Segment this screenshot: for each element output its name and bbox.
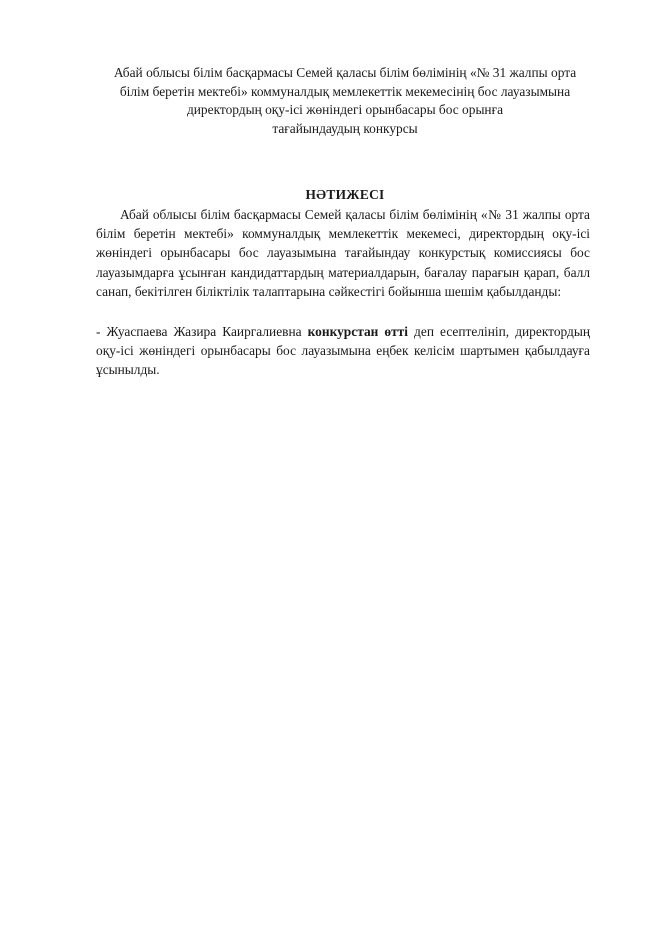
- decision-paragraph: [96, 322, 590, 380]
- title-line-1: Абай облысы білім басқармасы Семей қаласы білім бөлімінің «№ 31 жалпы орта: [113, 65, 577, 80]
- title-line-3: директордың оқу-ісі жөніндегі орынбасары бос орынға: [186, 102, 504, 117]
- title-line-4: тағайындаудың конкурсы: [272, 120, 418, 136]
- document-title: [100, 64, 590, 138]
- decision-bold-status: конкурстан өтті: [307, 324, 408, 339]
- body-paragraph: Абай облысы білім басқармасы Семей қаласы білім бөлімінің «№ 31 жалпы орта білім беретін мектебі» коммуналдық мемлекеттік мекемесі, директордың оқу-ісі жөніндегі орынбасары бос лауазымына тағайындау конкурстық комиссиясы бос лауазымдарға ұсынған кандидаттардың материалдарын, бағалау парағын қарап, балл санап, бекітілген біліктілік талаптарына сәйкестігі бойынша шешім қабылданды:: [96, 207, 590, 299]
- decision-prefix: - Жуаспаева Жазира Каиргалиевна: [96, 324, 308, 339]
- decision-suffix: деп есептелініп, директордың оқу-ісі жөніндегі орынбасары бос лауазымына еңбек келісім шартымен қабылдауға ұсынылды.: [96, 324, 591, 378]
- result-heading: НӘТИЖЕСІ: [305, 187, 385, 202]
- title-line-2: білім беретін мектебі» коммуналдық мемлекеттік мекемесінің бос лауазымына: [119, 83, 571, 99]
